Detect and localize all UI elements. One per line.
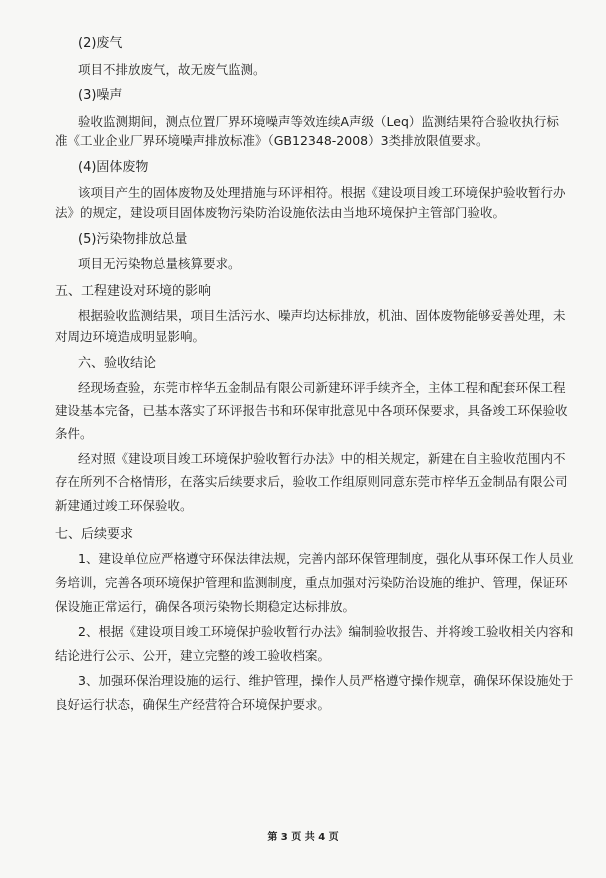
paragraph-line: 新建通过竣工环保验收。 [55,498,193,513]
paragraph-line: 结论进行公示、公开，建立完整的竣工验收档案。 [55,648,331,663]
section-heading-total-emissions: (5)污染物排放总量 [78,232,188,247]
paragraph-line: 该项目产生的固体废物及处理措施与环评相符。根据《建设项目竣工环境保护验收暂行办 [78,185,566,200]
section-heading-environmental-impact: 五、工程建设对环境的影响 [55,284,212,299]
section-heading-conclusion: 六、验收结论 [78,356,157,371]
paragraph-line: 验收监测期间，测点位置厂界环境噪声等效连续A声级（Leq）监测结果符合验收执行标 [78,114,559,129]
section-heading-follow-up: 七、后续要求 [55,527,134,542]
paragraph-line: 务培训，完善各项环境保护管理和监测制度，重点加强对污染防治设施的维护、管理，保证环 [55,575,568,590]
section-heading-exhaust: (2)废气 [78,36,123,51]
paragraph-line: 2、根据《建设项目竣工环境保护验收暂行办法》编制验收报告、并将竣工验收相关内容和 [78,624,574,639]
section-heading-solid-waste: (4)固体废物 [78,160,149,175]
paragraph-line: 存在所列不合格情形，在落实后续要求后，验收工作组原则同意东莞市梓华五金制品有限公司 [55,474,568,489]
paragraph-line: 经现场查验，东莞市梓华五金制品有限公司新建环评手续齐全，主体工程和配套环保工程 [78,380,566,395]
section-heading-noise: (3)噪声 [78,88,123,103]
paragraph-line: 准《工业企业厂界环境噪声排放标准》（GB12348-2008）3类排放限值要求。 [55,133,489,148]
paragraph-line: 对周边环境造成明显影响。 [55,329,206,344]
paragraph-line: 1、建设单位应严格遵守环保法律法规，完善内部环保管理制度，强化从事环保工作人员业 [78,551,574,566]
paragraph-line: 保设施正常运行，确保各项污染物长期稳定达标排放。 [55,599,356,614]
paragraph-line: 根据验收监测结果，项目生活污水、噪声均达标排放，机油、固体废物能够妥善处理，未 [78,308,566,323]
paragraph-line: 良好运行状态，确保生产经营符合环境保护要求。 [55,697,331,712]
page-number: 第 3 页 共 4 页 [267,832,339,843]
paragraph-line: 项目不排放废气，故无废气监测。 [78,62,266,77]
paragraph-line: 条件。 [55,426,93,441]
paragraph-line: 经对照《建设项目竣工环境保护验收暂行办法》中的相关规定，新建在自主验收范围内不 [78,451,566,466]
paragraph-line: 3、加强环保治理设施的运行、维护管理，操作人员严格遵守操作规章，确保环保设施处于 [78,673,574,688]
paragraph-line: 建设基本完备，已基本落实了环评报告书和环保审批意见中各项环保要求，具备竣工环保验收 [55,403,568,418]
paragraph-line: 项目无污染物总量核算要求。 [78,256,241,271]
paragraph-line: 法》的规定，建设项目固体废物污染防治设施依法由当地环境保护主管部门验收。 [55,205,506,220]
